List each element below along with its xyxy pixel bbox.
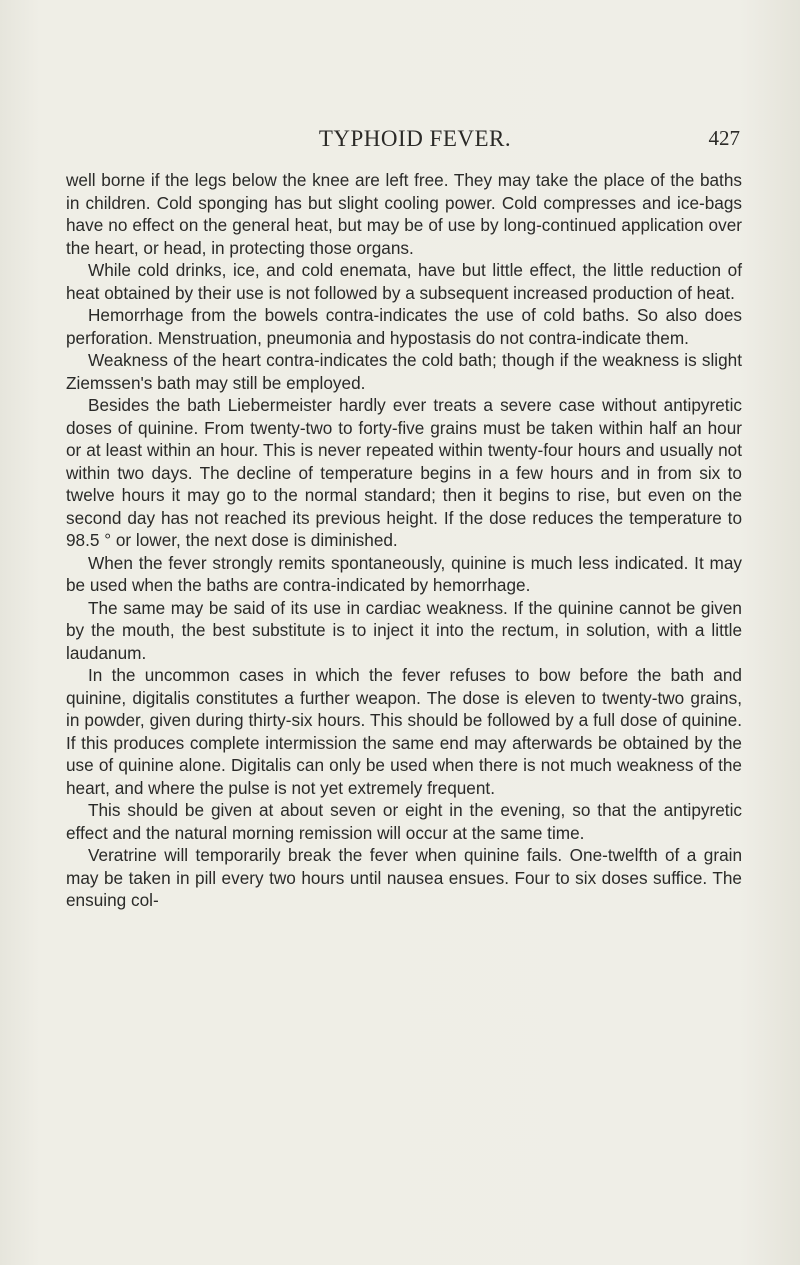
page-header <box>60 126 740 158</box>
paragraph: Besides the bath Liebermeister hardly ever treats a severe case without antipyretic doses of quinine. From twenty-two to forty-five grains must be taken within half an hour or at least within an hour. This is never repeated within twenty-four hours and usually not within two days. The decline of temperature begins in a few hours and in from six to twelve hours it may go to the normal standard; then it begins to rise, but even on the second day has not reached its previous height. If the dose reduces the temperature to 98.5 ° or lower, the next dose is diminished. <box>66 395 742 550</box>
paragraph: Veratrine will temporarily break the fever when quinine fails. One-twelfth of a grain may be taken in pill every two hours until nausea ensues. Four to six doses suffice. The ensuing col- <box>66 845 742 910</box>
paragraph: well borne if the legs below the knee are left free. They may take the place of the baths in children. Cold sponging has but slight cooling power. Cold compresses and ice-bags have no effect on the general heat, but may be of use by long-continued application over the heart, or head, in protecting those organs. <box>66 170 742 258</box>
paragraph: While cold drinks, ice, and cold enemata, have but little effect, the little reduction of heat obtained by their use is not followed by a subsequent increased production of heat. <box>66 260 742 303</box>
paragraph: The same may be said of its use in cardiac weakness. If the quinine cannot be given by the mouth, the best substitute is to inject it into the rectum, in solution, with a little laudanum. <box>66 597 742 663</box>
paragraph: This should be given at about seven or eight in the evening, so that the antipyretic effect and the natural morning remission will occur at the same time. <box>66 800 742 843</box>
paragraph: Weakness of the heart contra-indicates the cold bath; though if the weakness is slight Ziemssen's bath may still be employed. <box>66 350 742 393</box>
running-title: TYPHOID FEVER. <box>318 126 512 151</box>
body-text <box>66 169 742 912</box>
paragraph: When the fever strongly remits spontaneously, quinine is much less indicated. It may be used when the baths are contra-indicated by hemorrhage. <box>66 552 742 595</box>
paragraph: Hemorrhage from the bowels contra-indicates the use of cold baths. So also does perforation. Menstruation, pneumonia and hypostasis do not contra-indicate them. <box>66 305 742 348</box>
page-number: 427 <box>708 126 740 150</box>
paragraph: In the uncommon cases in which the fever refuses to bow before the bath and quinine, digitalis constitutes a further weapon. The dose is eleven to twenty-two grains, in powder, given during thirty-six hours. This should be followed by a full dose of quinine. If this produces complete intermission the same end may afterwards be obtained by the use of quinine alone. Digitalis can only be used when there is not much weakness of the heart, and where the pulse is not yet extremely frequent. <box>66 665 742 798</box>
